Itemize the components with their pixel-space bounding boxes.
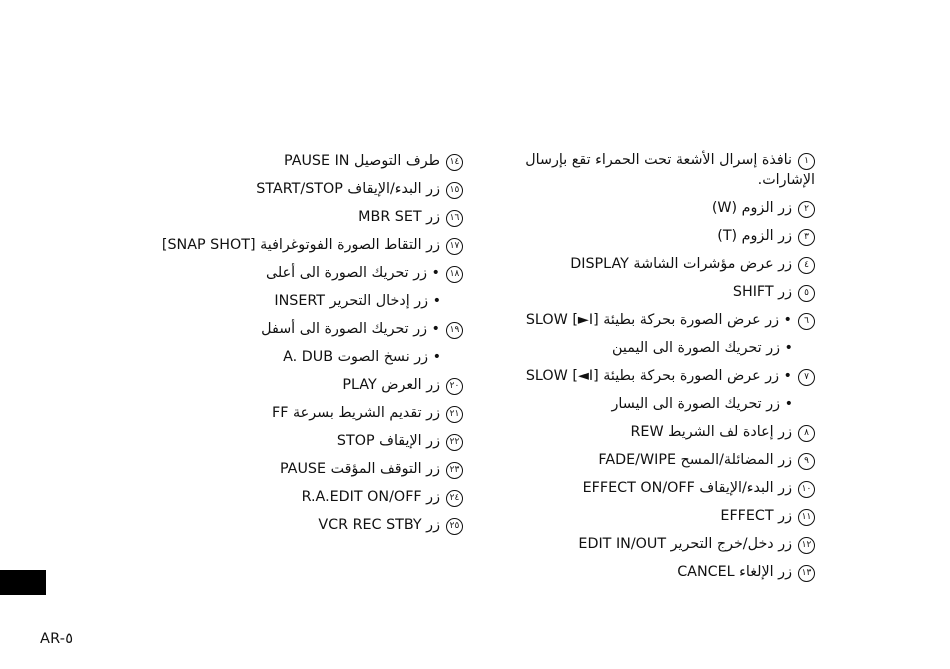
- item-number: ٦: [798, 313, 815, 330]
- item-text: • زر تحريك الصورة الى أعلى: [266, 265, 440, 281]
- legend-item: [143, 147, 463, 175]
- legend-item: [515, 474, 815, 502]
- legend-item: [143, 399, 463, 427]
- item-number: ٤: [798, 257, 815, 274]
- item-text: زر إعادة لف الشريط REW: [630, 424, 792, 440]
- legend-item: [143, 259, 463, 287]
- item-text: زر البدء/الإيقاف EFFECT ON/OFF: [582, 480, 792, 496]
- item-text: زر عرض مؤشرات الشاشة DISPLAY: [570, 256, 792, 272]
- item-number: ٩: [798, 453, 815, 470]
- item-text: • زر تحريك الصورة الى اليمين: [612, 340, 793, 356]
- item-number: ٢٠: [446, 378, 463, 395]
- left-column: [143, 147, 463, 539]
- legend-item: [515, 558, 815, 586]
- item-text: زر التقاط الصورة الفوتوغرافية [SNAP SHOT]: [161, 237, 440, 253]
- item-text: زر تقديم الشريط بسرعة FF: [272, 405, 440, 421]
- right-column: [515, 147, 815, 586]
- legend-item: [515, 334, 815, 362]
- legend-item: [143, 511, 463, 539]
- item-text: زر التوقف المؤقت PAUSE: [279, 461, 440, 477]
- item-text: زر المضائلة/المسح FADE/WIPE: [598, 452, 792, 468]
- legend-item: [515, 418, 815, 446]
- legend-item: [515, 222, 815, 250]
- item-text: طرف التوصيل PAUSE IN: [283, 153, 440, 169]
- item-number: ٢٣: [446, 462, 463, 479]
- item-continuation: الإشارات.: [757, 172, 815, 188]
- item-text: • زر تحريك الصورة الى أسفل: [261, 321, 440, 337]
- item-number: ١٢: [798, 537, 815, 554]
- page-number: AR-٥: [40, 631, 74, 647]
- item-text: زر EFFECT: [720, 508, 792, 524]
- item-number: ٢٤: [446, 490, 463, 507]
- legend-item: [143, 455, 463, 483]
- item-number: ١٥: [446, 182, 463, 199]
- item-number: ٢١: [446, 406, 463, 423]
- item-number: ٥: [798, 285, 815, 302]
- legend-item: [143, 175, 463, 203]
- item-number: ١٩: [446, 322, 463, 339]
- legend-item: [515, 306, 815, 334]
- legend-item: [143, 287, 463, 315]
- item-text: زر R.A.EDIT ON/OFF: [301, 489, 440, 505]
- item-number: ١٠: [798, 481, 815, 498]
- item-number: ١٦: [446, 210, 463, 227]
- item-number: ١٨: [446, 266, 463, 283]
- item-text: زر الإلغاء CANCEL: [677, 564, 792, 580]
- item-number: ١: [798, 153, 815, 170]
- item-text: نافذة إسرال الأشعة تحت الحمراء تقع بإرسال: [525, 152, 792, 168]
- item-number: ١١: [798, 509, 815, 526]
- legend-item: [515, 446, 815, 474]
- item-text: زر البدء/الإيقاف START/STOP: [256, 181, 440, 197]
- item-text: زر دخل/خرج التحرير EDIT IN/OUT: [578, 536, 792, 552]
- item-number: ١٣: [798, 565, 815, 582]
- item-number: ٢: [798, 201, 815, 218]
- legend-item: [515, 194, 815, 222]
- item-text: زر MBR SET: [358, 209, 440, 225]
- legend-item: [515, 502, 815, 530]
- item-text: • زر نسخ الصوت A. DUB: [283, 349, 441, 365]
- item-text: زر الإيقاف STOP: [336, 433, 440, 449]
- item-text: زر الزوم (W): [711, 200, 792, 216]
- legend-item: [143, 427, 463, 455]
- legend-item: [143, 371, 463, 399]
- item-text: زر الزوم (T): [717, 228, 792, 244]
- legend-item: [143, 231, 463, 259]
- item-text: • زر عرض الصورة بحركة بطيئة SLOW [►I]: [525, 312, 792, 328]
- item-number: ١٤: [446, 154, 463, 171]
- item-number: ١٧: [446, 238, 463, 255]
- item-number: ٣: [798, 229, 815, 246]
- legend-item: [143, 315, 463, 343]
- legend-item: [143, 343, 463, 371]
- page-tab-marker: [0, 570, 46, 595]
- legend-item: [515, 250, 815, 278]
- item-number: ٧: [798, 369, 815, 386]
- legend-item: [515, 390, 815, 418]
- item-number: ٢٥: [446, 518, 463, 535]
- item-text: • زر تحريك الصورة الى اليسار: [611, 396, 793, 412]
- item-number: ٨: [798, 425, 815, 442]
- legend-item: [143, 203, 463, 231]
- legend-item: [515, 147, 815, 191]
- item-text: زر SHIFT: [732, 284, 792, 300]
- item-text: • زر إدخال التحرير INSERT: [274, 293, 441, 309]
- item-text: • زر عرض الصورة بحركة بطيئة SLOW [◄I]: [525, 368, 792, 384]
- legend-item: [515, 362, 815, 390]
- legend-item: [143, 483, 463, 511]
- item-number: ٢٢: [446, 434, 463, 451]
- legend-item: [515, 278, 815, 306]
- item-text: زر العرض PLAY: [342, 377, 440, 393]
- item-text: زر VCR REC STBY: [318, 517, 440, 533]
- legend-item: [515, 530, 815, 558]
